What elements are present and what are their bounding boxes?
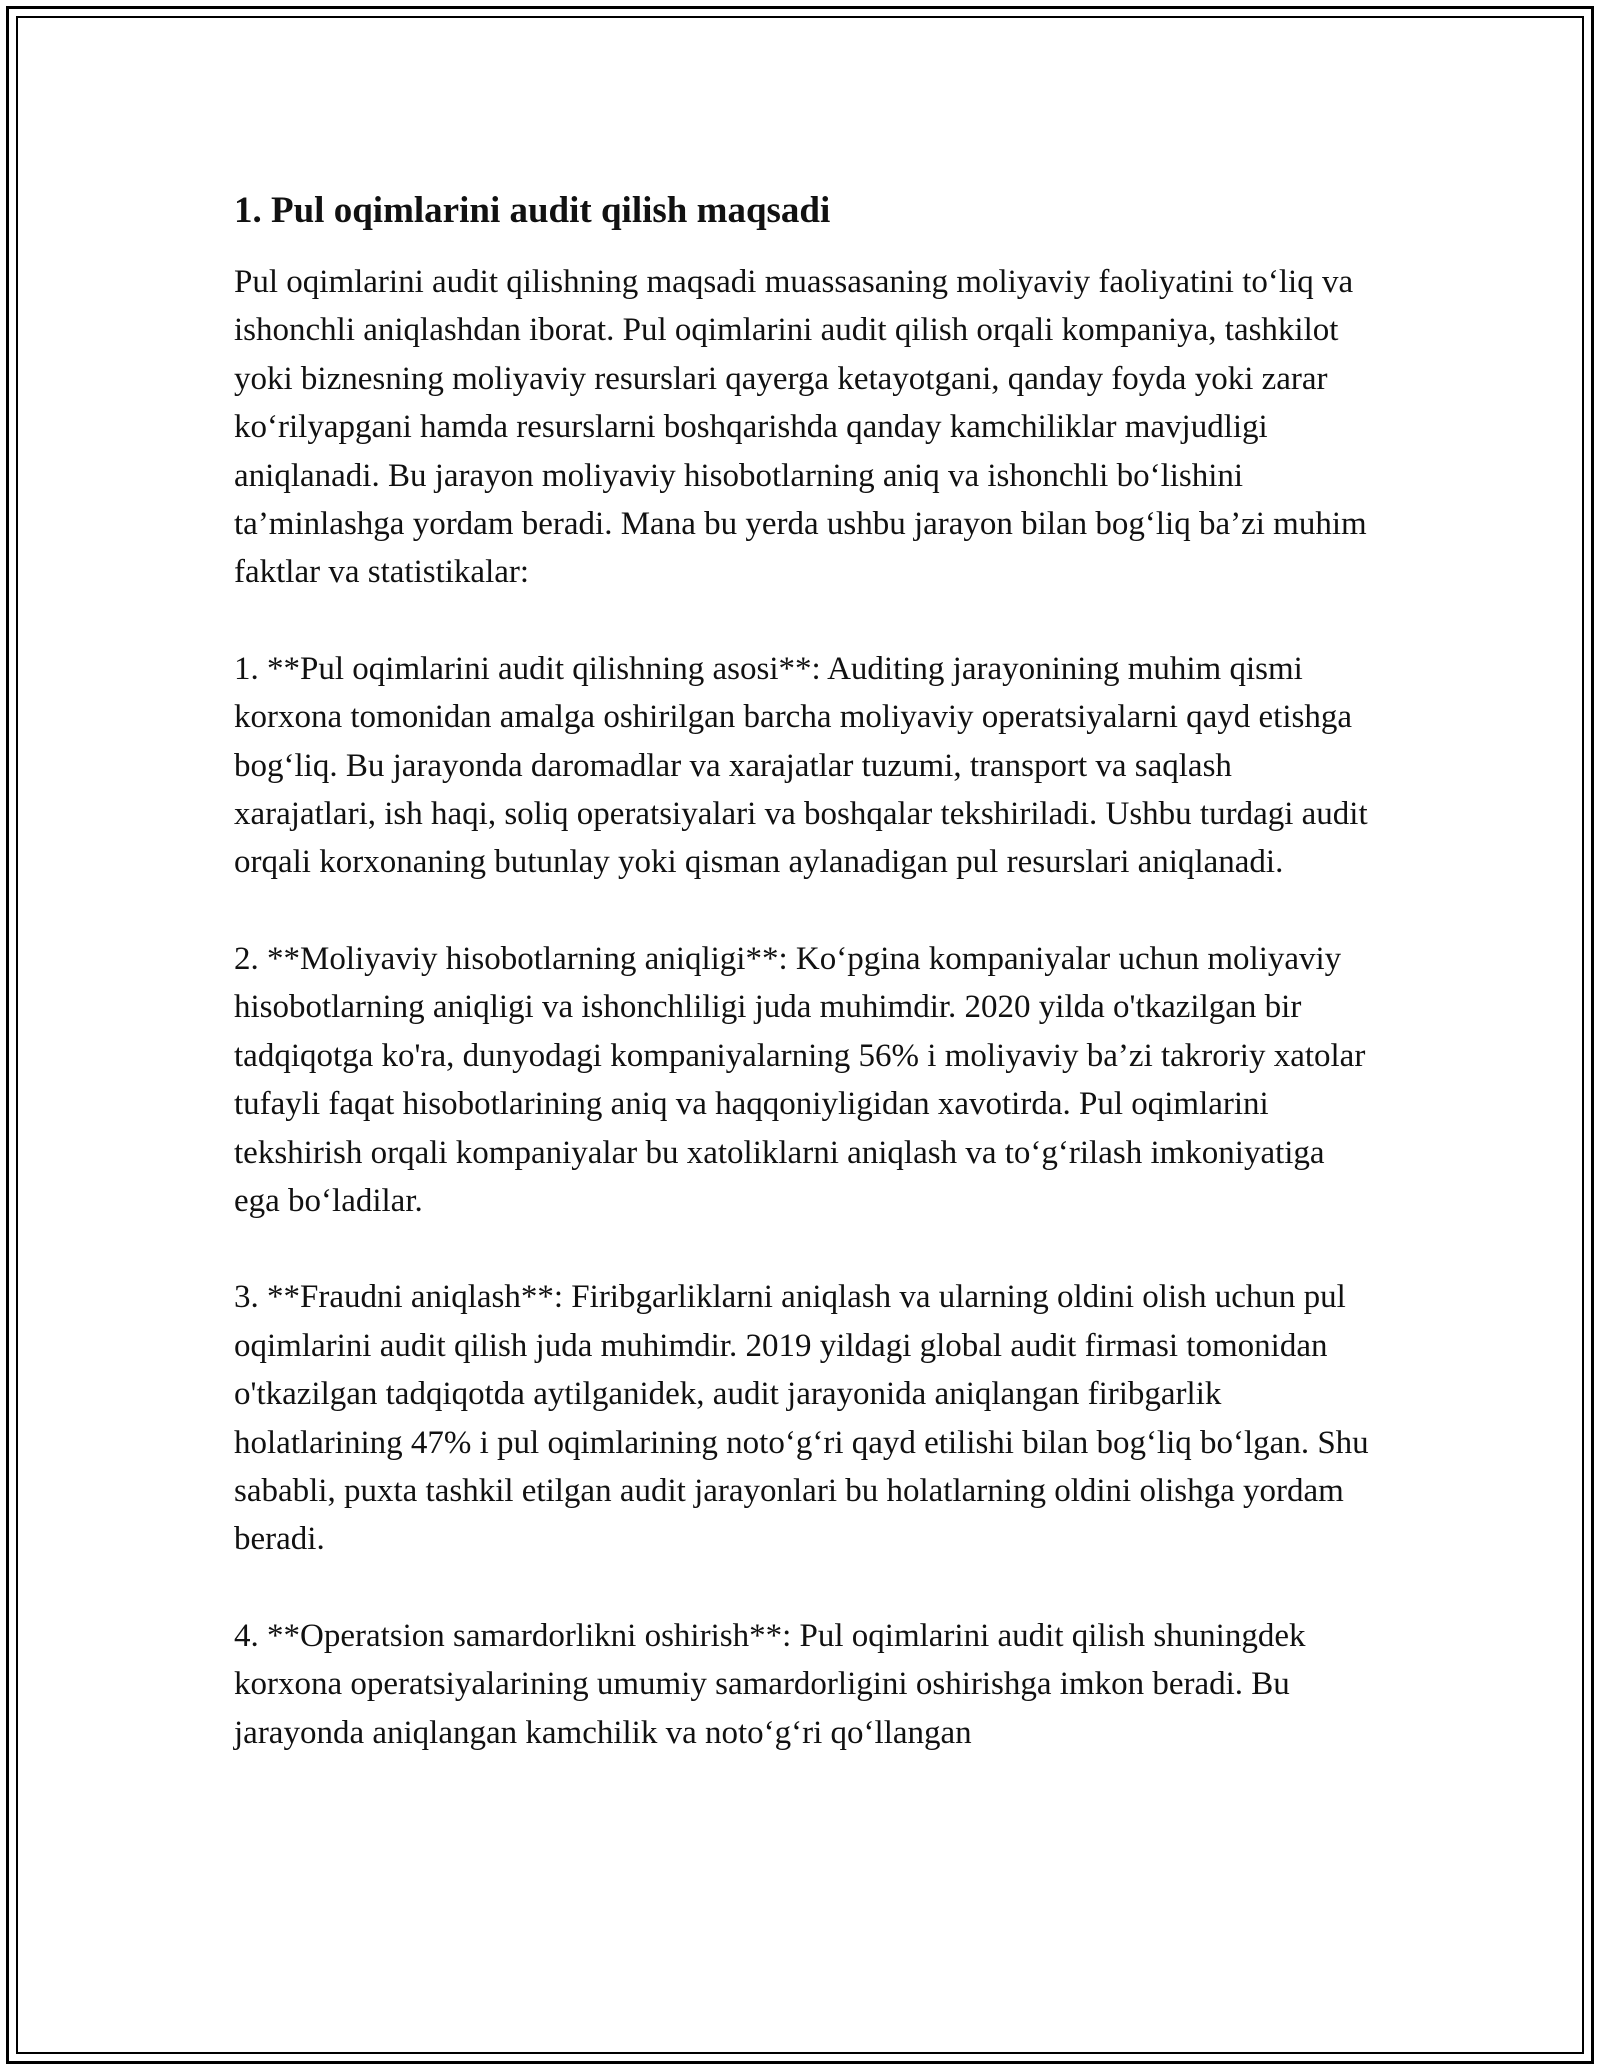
intro-paragraph: Pul oqimlarini audit qilishning maqsadi muassasaning moliyaviy faoliyatini to‘liq va ishonchli aniqlashdan iborat. Pul oqimlarini audit qilish orqali kompaniya, tashkilot yoki biznesning moliyaviy resurslari qayerga ketayotgani, qanday foyda yoki zarar ko‘rilyapgani hamda resurslarni boshqarishda qanday kamchiliklar mavjudligi aniqlanadi. Bu jarayon moliyaviy hisobotlarning aniq va ishonchli bo‘lishini ta’minlashga yordam beradi. Mana bu yerda ushbu jarayon bilan bog‘liq ba’zi muhim faktlar va statistikalar:	[234, 264, 1367, 591]
list-item-4: 4. **Operatsion samardorlikni oshirish**: Pul oqimlarini audit qilish shuningdek korxona operatsiyalarining umumiy samardorligini oshirishga imkon beradi. Bu jarayonda aniqlangan kamchilik va noto‘g‘ri qo‘llangan	[234, 1617, 1306, 1751]
list-item-3: 3. **Fraudni aniqlash**: Firibgarliklarni aniqlash va ularning oldini olish uchun pul oqimlarini audit qilish juda muhimdir. 2019 yildagi global audit firmasi tomonidan o'tkazilgan tadqiqotda aytilganidek, audit jarayonida aniqlangan firibgarlik holatlarining 47% i pul oqimlarining noto‘g‘ri qayd etilishi bilan bog‘liq bo‘lgan. Shu sababli, puxta tashkil etilgan audit jarayonlari bu holatlarning oldini olishga yordam beradi.	[234, 1279, 1369, 1558]
list-item-2: 2. **Moliyaviy hisobotlarning aniqligi**: Ko‘pgina kompaniyalar uchun moliyaviy hisobotlarning aniqligi va ishonchliligi juda muhimdir. 2020 yilda o'tkazilgan bir tadqiqotga ko'ra, dunyodagi kompaniyalarning 56% i moliyaviy ba’zi takroriy xatolar tufayli faqat hisobotlarining aniq va haqqoniyligidan xavotirda. Pul oqimlarini tekshirish orqali kompaniyalar bu xatoliklarni aniqlash va to‘g‘rilash imkoniyatiga ega bo‘ladilar.	[234, 940, 1366, 1219]
section-heading: 1. Pul oqimlarini audit qilish maqsadi	[234, 190, 831, 231]
document-body	[234, 186, 1374, 1805]
list-item-1: 1. **Pul oqimlarini audit qilishning asosi**: Auditing jarayonining muhim qismi korxona tomonidan amalga oshirilgan barcha moliyaviy operatsiyalarni qayd etishga bog‘liq. Bu jarayonda daromadlar va xarajatlar tuzumi, transport va saqlash xarajatlari, ish haqi, soliq operatsiyalari va boshqalar tekshiriladi. Ushbu turdagi audit orqali korxonaning butunlay yoki qisman aylanadigan pul resurslari aniqlanadi.	[234, 650, 1368, 881]
